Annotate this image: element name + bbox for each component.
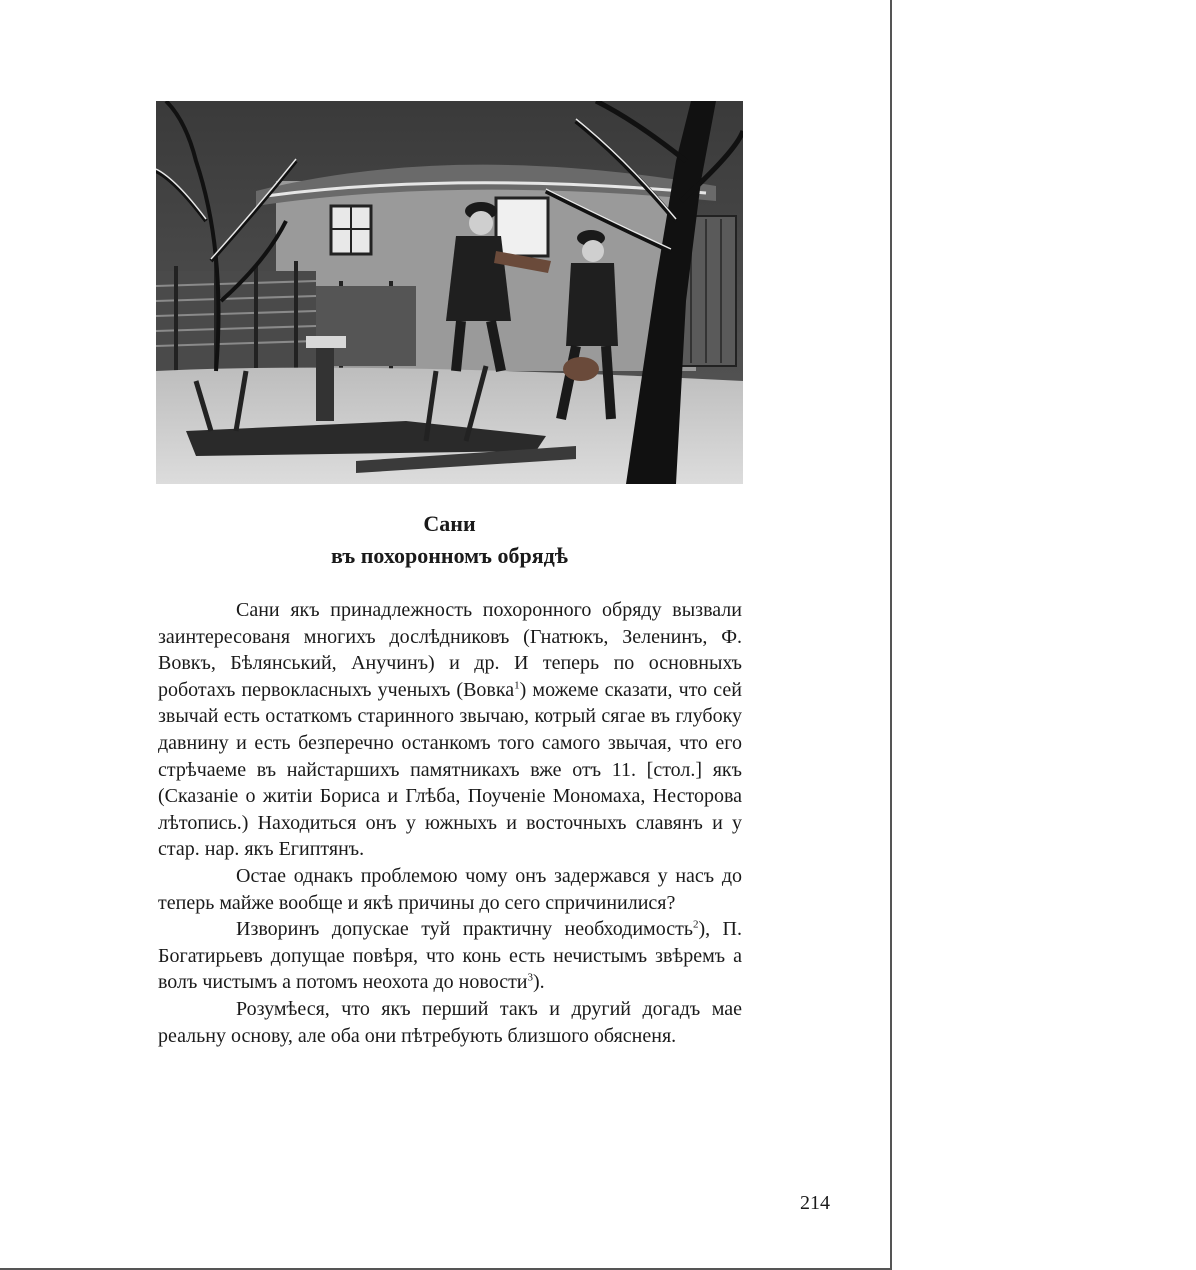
text-segment: Изворинъ допускае туй практичну необходимость [236,918,693,941]
footnote-ref: 1 [514,679,520,692]
text-segment: ) можеме сказати, что сей звычай есть остаткомъ старинного звычаю, котрый сягае въ глубоку давнину и есть безперечно останкомъ того самого звычая, что его стрѣчаеме въ найстаршихъ памятникахъ вже отъ 11. [стол.] якъ (Сказанie о житiи Бориса и Глѣба, Поученie Мономаха, Несторова лѣтопись.) Находиться онъ у южныхъ и восточныхъ славянъ и у стар. нар. якъ Египтянъ. [158,678,743,861]
footnote-ref: 3 [527,971,534,984]
footnote-ref: 2 [692,918,699,931]
text-segment: Розумѣеся, что якъ перший такъ и другий догадъ мае реальну основу, але оба они пѣтребують близшого обясненя. [158,997,742,1047]
paragraph [158,916,742,996]
illustration-image [156,101,743,484]
page-number: 214 [800,1192,830,1214]
text-segment: ), П. Богатирьевъ допущае повѣря, что конь есть нечистымъ звѣремъ а волъ чистымъ а потомъ неохота до новости [158,918,743,994]
title-line-2: въ похоронномъ обрядѣ [331,543,568,568]
paragraph [158,863,742,916]
winter-scene-illustration [156,101,743,484]
body-text [158,597,742,1049]
title-line-1: Сани [423,511,476,536]
paragraph [158,597,742,863]
text-segment: Сани якъ принадлежность похоронного обряду вызвали заинтересованя многихъ дослѣдниковъ (Гнатюкъ, Зеленинъ, Ф. Вовкъ, Бѣлянський, Анучинъ) и др. И теперь по основныхъ роботахъ первокласныхъ ученыхъ (Вовка [158,599,742,701]
text-segment: ). [533,971,545,994]
paragraph [158,996,742,1049]
text-segment: Остае однакъ проблемою чому онъ задержався у насъ до теперь майже вообще и якѣ причины до сего спричинилися? [158,864,742,914]
article-title [156,508,743,572]
